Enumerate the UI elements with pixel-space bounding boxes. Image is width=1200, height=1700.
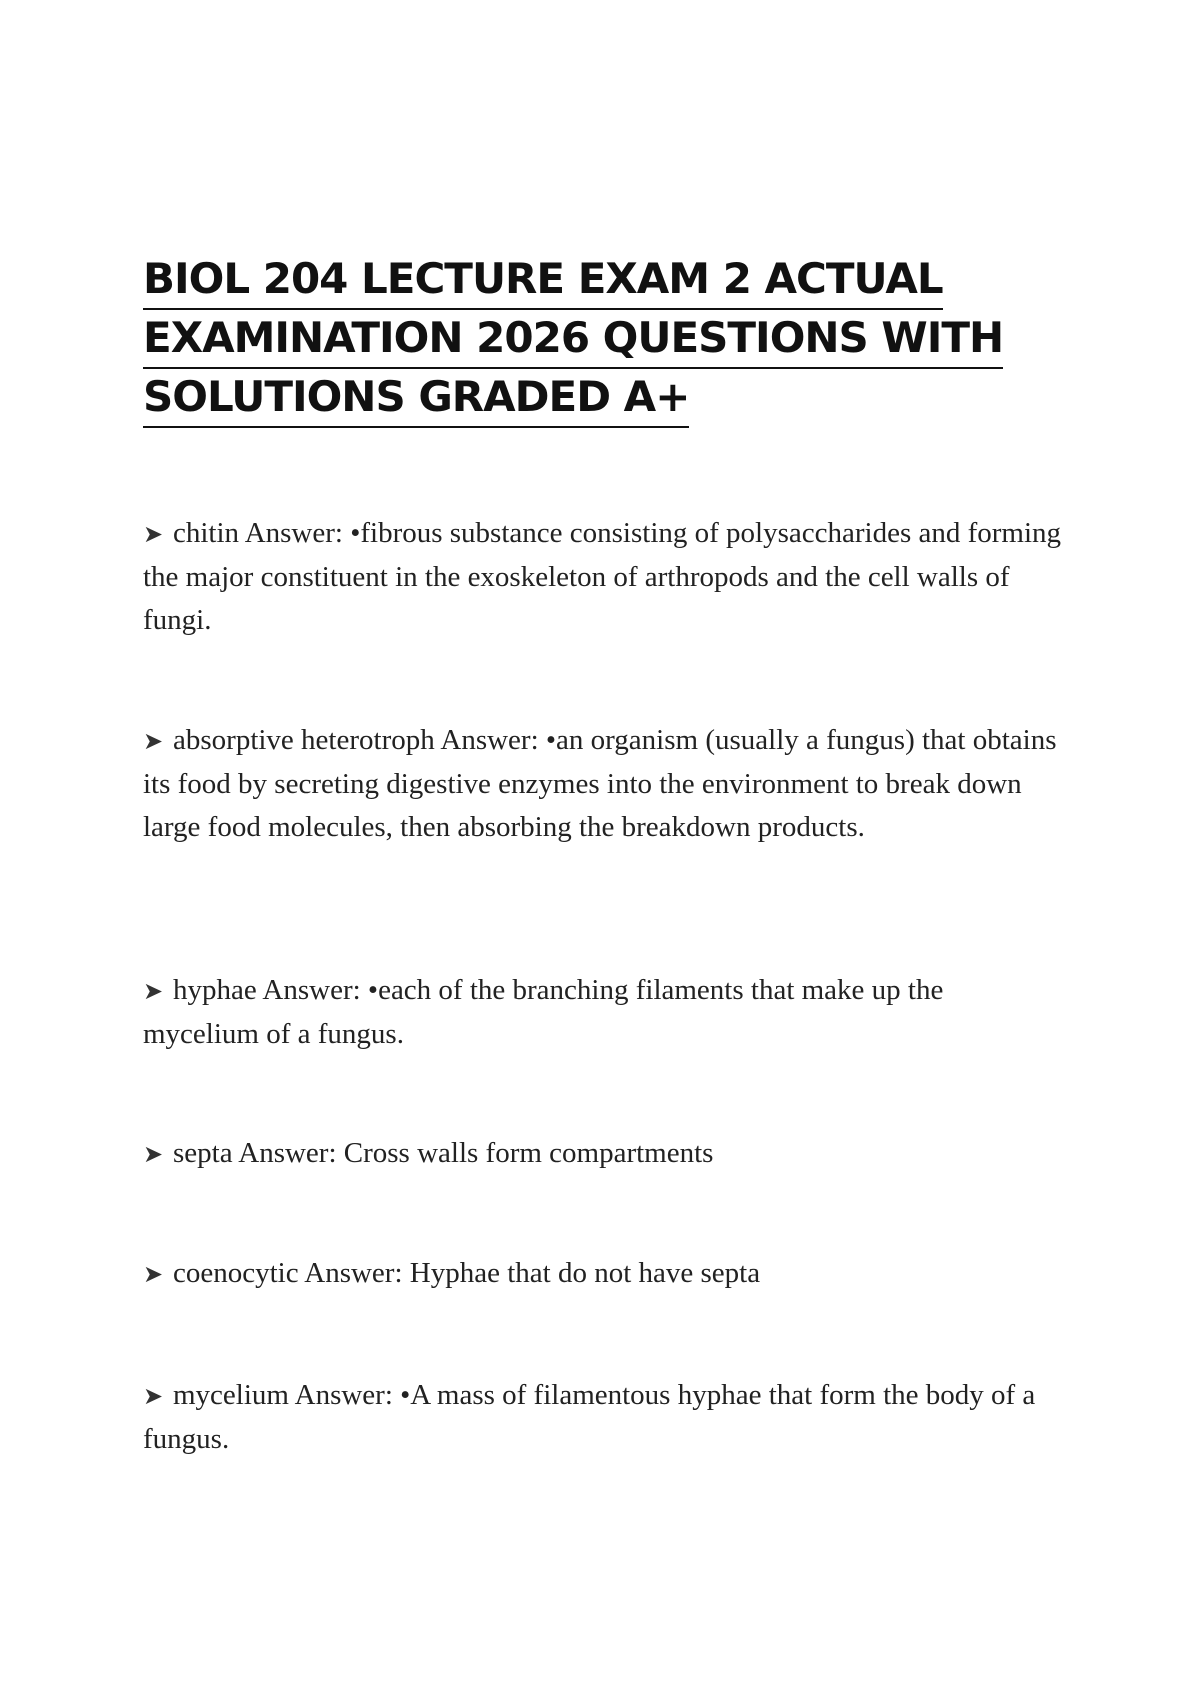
entry-term: hyphae — [173, 974, 257, 1006]
entry-absorptive-heterotroph — [143, 719, 1063, 849]
entry-answer: Answer: Cross walls form compartments — [238, 1137, 714, 1169]
arrowhead-bullet-icon: ➤ — [143, 520, 164, 548]
entry-chitin — [143, 512, 1063, 642]
entry-answer: Answer: •A mass of filamentous hyphae that form the body of a fungus. — [143, 1379, 1036, 1455]
arrowhead-bullet-icon: ➤ — [143, 1140, 164, 1168]
title-line-3: SOLUTIONS GRADED A+ — [143, 368, 689, 428]
title-line-1: BIOL 204 LECTURE EXAM 2 ACTUAL — [143, 250, 943, 310]
entry-answer: Answer: •each of the branching filaments that make up the mycelium of a fungus. — [143, 974, 944, 1050]
entry-answer: Answer: •fibrous substance consisting of polysaccharides and forming the major constituent in the exoskeleton of arthropods and the cell walls of fungi. — [143, 517, 1062, 636]
title-line-2: EXAMINATION 2026 QUESTIONS WITH — [143, 309, 1003, 369]
entry-answer: Answer: Hyphae that do not have septa — [304, 1257, 761, 1289]
entry-term: absorptive heterotroph — [173, 724, 435, 756]
entry-coenocytic — [143, 1252, 1063, 1296]
document-title — [143, 250, 1043, 427]
arrowhead-bullet-icon: ➤ — [143, 977, 164, 1005]
arrowhead-bullet-icon: ➤ — [143, 727, 164, 755]
entry-term: mycelium — [173, 1379, 289, 1411]
arrowhead-bullet-icon: ➤ — [143, 1260, 164, 1288]
entry-term: coenocytic — [173, 1257, 299, 1289]
arrowhead-bullet-icon: ➤ — [143, 1382, 164, 1410]
entry-mycelium — [143, 1374, 1063, 1461]
entry-septa — [143, 1132, 1063, 1176]
entry-hyphae — [143, 969, 1063, 1056]
entry-answer: Answer: •an organism (usually a fungus) that obtains its food by secreting digestive enzymes into the environment to break down large food molecules, then absorbing the breakdown products. — [143, 724, 1057, 843]
entry-term: septa — [173, 1137, 233, 1169]
entry-term: chitin — [173, 517, 240, 549]
